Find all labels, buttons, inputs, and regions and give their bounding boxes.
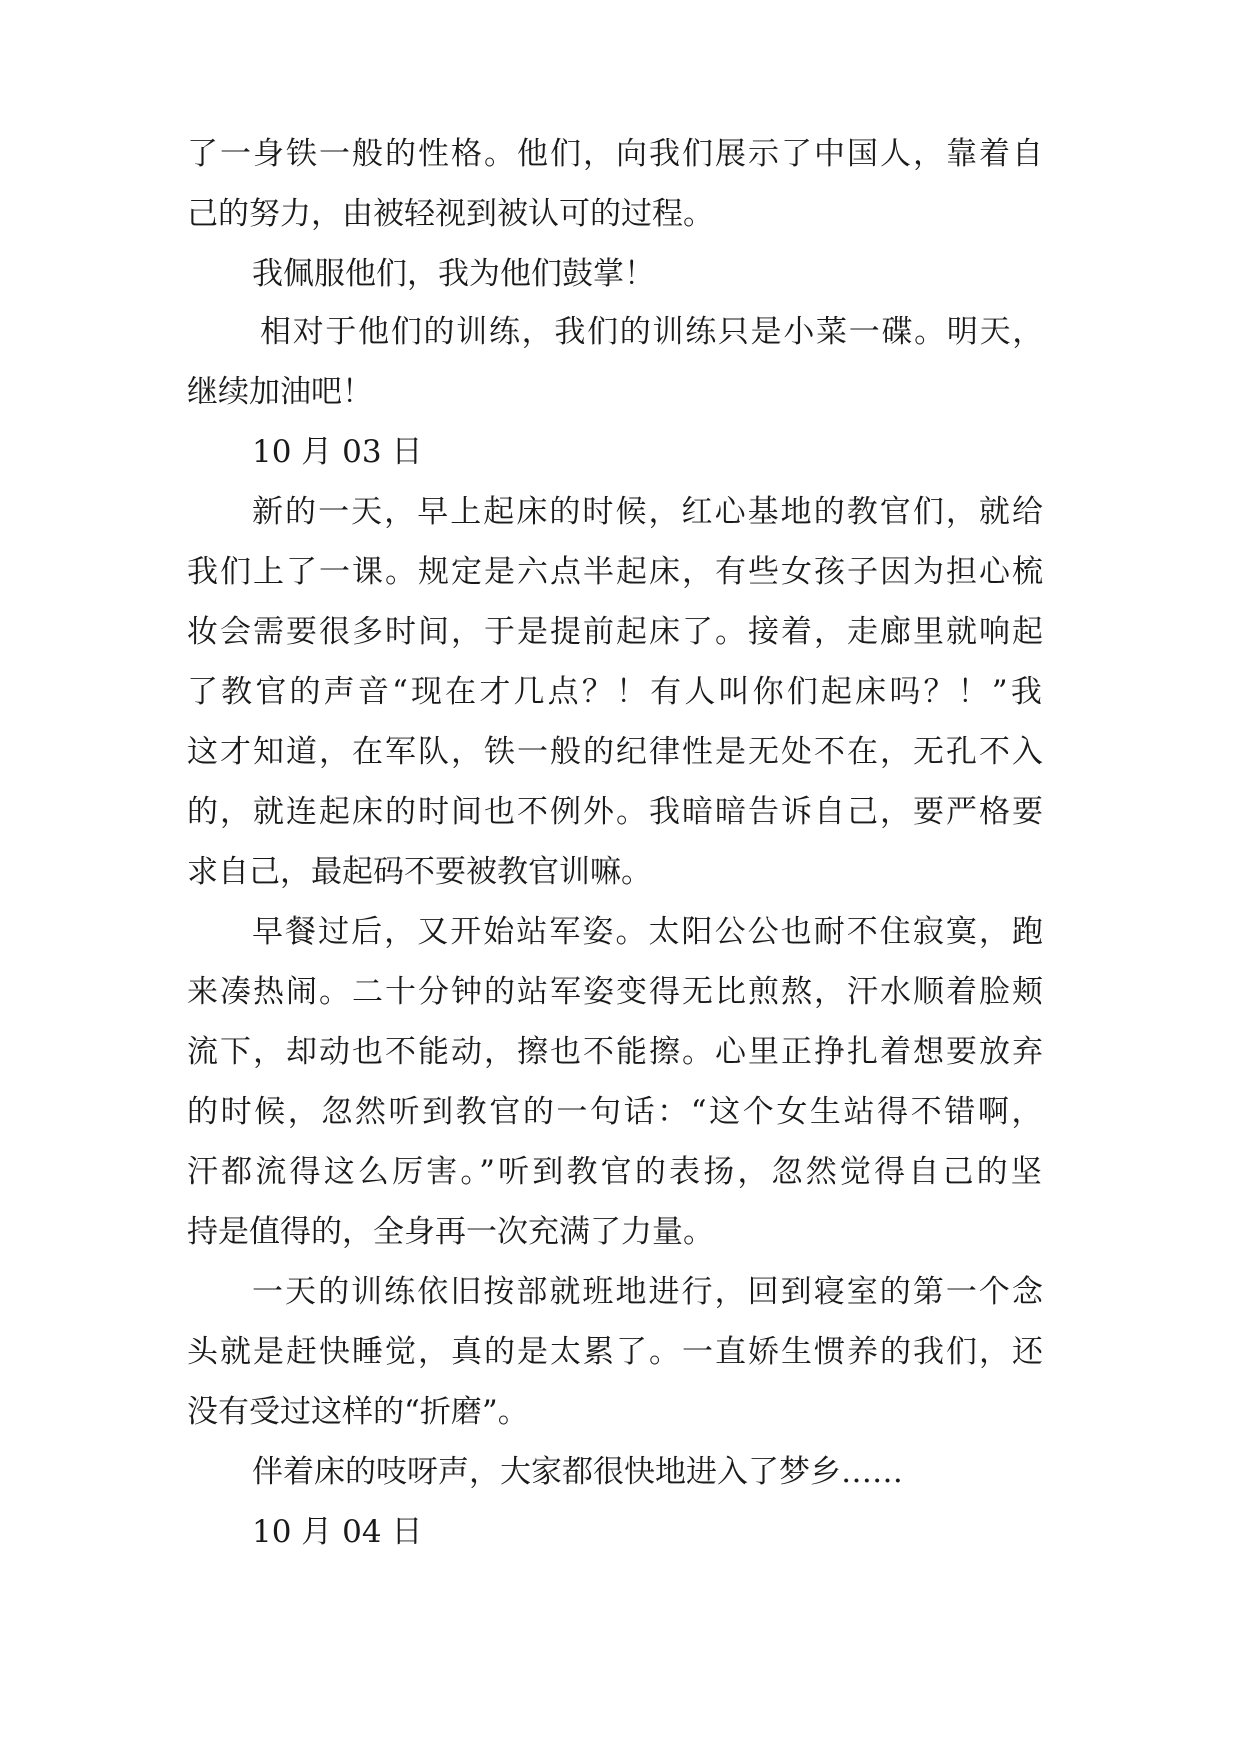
line-text: 的时候，忽然听到教官的一句话：“这个女生站得不错啊， bbox=[187, 1094, 1045, 1130]
date-text: 10 月 04 日 bbox=[252, 1514, 423, 1550]
text-line bbox=[0, 602, 1241, 662]
text-line bbox=[0, 244, 1241, 304]
text-line bbox=[0, 842, 1241, 902]
text-line bbox=[0, 1262, 1241, 1322]
line-text: 早餐过后，又开始站军姿。太阳公公也耐不住寂寞，跑 bbox=[252, 914, 1045, 950]
text-line bbox=[0, 902, 1241, 962]
date-heading bbox=[0, 1502, 1241, 1562]
line-text: 持是值得的，全身再一次充满了力量。 bbox=[187, 1214, 714, 1250]
line-text: 我们上了一课。规定是六点半起床，有些女孩子因为担心梳 bbox=[187, 554, 1045, 590]
line-text: 我佩服他们，我为他们鼓掌！ bbox=[252, 256, 655, 292]
line-text: 没有受过这样的“折磨”。 bbox=[187, 1394, 529, 1430]
line-text: 流下，却动也不能动，擦也不能擦。心里正挣扎着想要放弃 bbox=[187, 1034, 1045, 1070]
line-text: 汗都流得这么厉害。”听到教官的表扬，忽然觉得自己的坚 bbox=[187, 1154, 1045, 1190]
line-text: 了教官的声音“现在才几点？！有人叫你们起床吗？！”我 bbox=[187, 674, 1045, 710]
line-text: 求自己，最起码不要被教官训嘛。 bbox=[187, 854, 652, 890]
date-heading bbox=[0, 422, 1241, 482]
line-text: 一天的训练依旧按部就班地进行，回到寝室的第一个念 bbox=[252, 1274, 1045, 1310]
text-line bbox=[0, 1382, 1241, 1442]
text-line bbox=[0, 722, 1241, 782]
text-line bbox=[0, 1142, 1241, 1202]
text-line bbox=[0, 482, 1241, 542]
text-line bbox=[0, 662, 1241, 722]
line-text: 的，就连起床的时间也不例外。我暗暗告诉自己，要严格要 bbox=[187, 794, 1045, 830]
text-line bbox=[0, 1442, 1241, 1502]
text-line bbox=[0, 1322, 1241, 1382]
line-text: 相对于他们的训练，我们的训练只是小菜一碟。明天， bbox=[260, 314, 1045, 350]
text-line bbox=[0, 362, 1241, 422]
text-line bbox=[0, 184, 1241, 244]
text-line bbox=[0, 1022, 1241, 1082]
text-line bbox=[0, 542, 1241, 602]
line-text: 了一身铁一般的性格。他们，向我们展示了中国人，靠着自 bbox=[187, 136, 1045, 172]
line-text: 新的一天，早上起床的时候，红心基地的教官们，就给 bbox=[252, 494, 1045, 530]
text-line bbox=[0, 962, 1241, 1022]
text-line bbox=[0, 124, 1241, 184]
line-text: 伴着床的吱呀声，大家都很快地进入了梦乡…… bbox=[252, 1454, 903, 1490]
text-line bbox=[0, 1082, 1241, 1142]
line-text: 妆会需要很多时间，于是提前起床了。接着，走廊里就响起 bbox=[187, 614, 1045, 650]
line-text: 这才知道，在军队，铁一般的纪律性是无处不在，无孔不入 bbox=[187, 734, 1045, 770]
line-text: 头就是赶快睡觉，真的是太累了。一直娇生惯养的我们，还 bbox=[187, 1334, 1045, 1370]
date-text: 10 月 03 日 bbox=[252, 434, 423, 470]
line-text: 继续加油吧！ bbox=[187, 374, 373, 410]
text-line bbox=[0, 782, 1241, 842]
line-text: 来凑热闹。二十分钟的站军姿变得无比煎熬，汗水顺着脸颊 bbox=[187, 974, 1045, 1010]
text-line bbox=[0, 302, 1241, 362]
line-text: 己的努力，由被轻视到被认可的过程。 bbox=[187, 196, 714, 232]
text-line bbox=[0, 1202, 1241, 1262]
